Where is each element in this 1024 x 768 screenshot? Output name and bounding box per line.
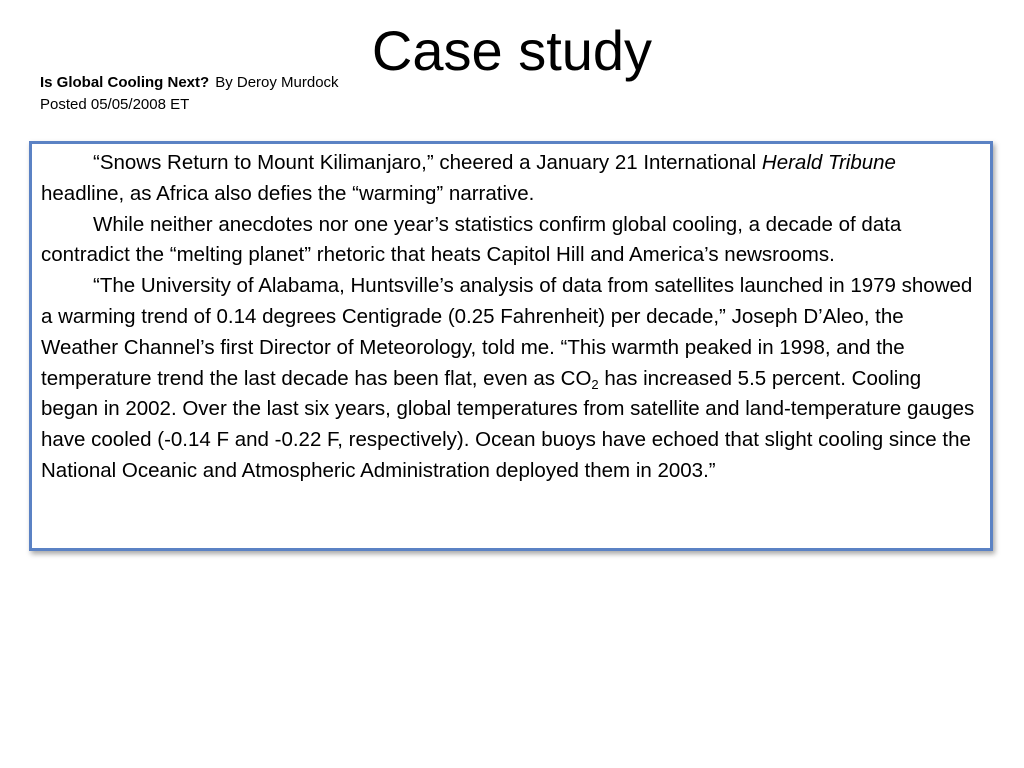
- article-paragraph-2: While neither anecdotes nor one year’s statistics confirm global cooling, a decade of data contradict the “melting planet” rhetoric that heats Capitol Hill and America’s newsrooms.: [41, 212, 902, 267]
- article-text-box: [29, 141, 993, 551]
- article-paragraph-1: [41, 148, 980, 210]
- p3-text-before: “The University of Alabama, Huntsville’s analysis of data from satellites launched in 1979 showed a warming trend of 0.14 degrees Centigrade (0.25 Fahrenheit) per decade,” Joseph D’Aleo, the Weather Channel’s first Director of Meteorology, told me. “This warmth peaked in 1998, and the temperature trend the last decade has been flat, even as CO: [41, 274, 973, 390]
- article-headline: Is Global Cooling Next?: [40, 74, 210, 91]
- article-posted-date: Posted 05/05/2008 ET: [40, 96, 190, 113]
- slide-title: Case study: [371, 19, 653, 82]
- p1-text-before: “Snows Return to Mount Kilimanjaro,” cheered a January 21 International: [93, 151, 762, 174]
- article-byline: By Deroy Murdock: [215, 74, 339, 91]
- meta-line-1: [40, 72, 339, 94]
- article-meta: [40, 72, 339, 116]
- p1-publication-name: Herald Tribune: [761, 151, 896, 174]
- p1-text-after: headline, as Africa also defies the “warming” narrative.: [41, 181, 535, 205]
- co2-subscript: 2: [591, 376, 599, 392]
- p3-text-after: has increased 5.5 percent. Cooling began in 2002. Over the last six years, global temperatures from satellite and land-temperature gauges have cooled (-0.14 F and -0.22 F, respectively). Ocean buoys have echoed that slight cooling since the National Oceanic and Atmospheric Administration deployed them in 2003.”: [41, 366, 975, 482]
- article-paragraph-3: [41, 271, 980, 487]
